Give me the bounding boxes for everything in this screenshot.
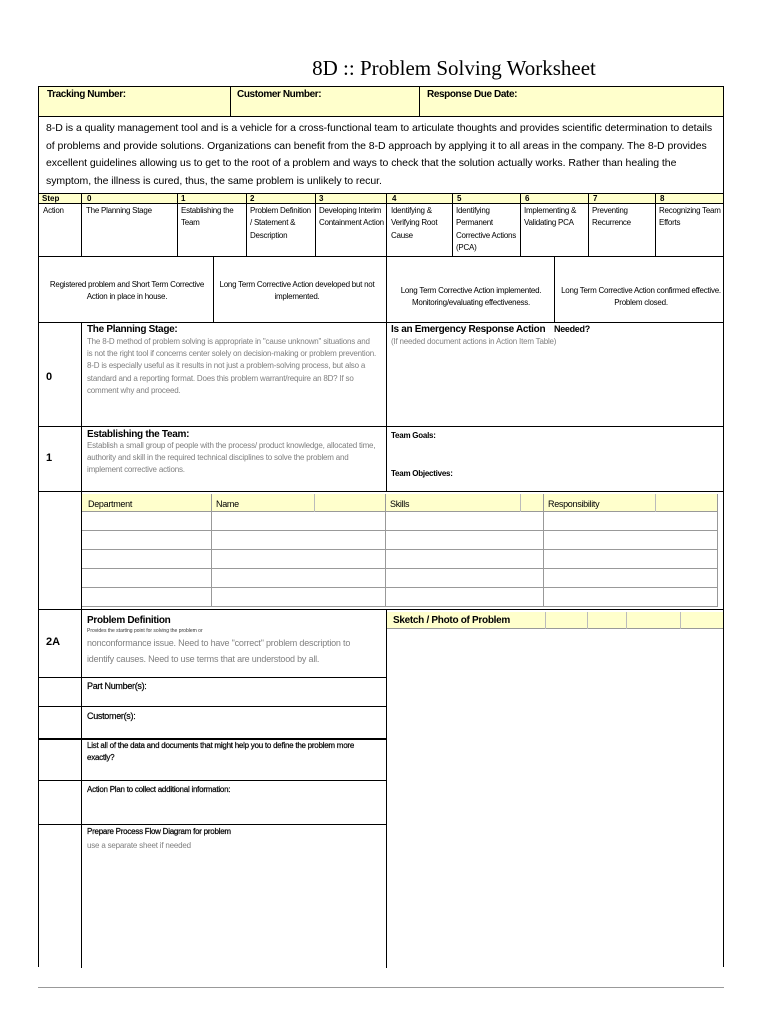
emergency-hint: (If needed document actions in Action Item Table) [391,337,557,346]
definition-description: nonconformance issue. Need to have "correct" problem description to identify causes. Need to use terms that are understood by all. [87,638,351,664]
team-table [38,492,724,609]
team-section [38,427,724,492]
department-header: Department [88,499,133,509]
definition-section [38,609,724,967]
process-flow-label: Prepare Process Flow Diagram for problem [87,827,231,836]
needed-label: Needed? [554,324,590,334]
table-row[interactable] [82,588,717,607]
action-row [38,204,724,257]
action-cell: Identifying Permanent Corrective Actions (PCA) [456,206,516,253]
action-cell: Preventing Recurrence [592,206,631,228]
status-row [38,257,724,323]
team-table-body [82,512,717,609]
sketch-area[interactable] [387,612,723,968]
step-number: 3 [319,194,324,203]
step-number: 6 [525,194,530,203]
action-cell: Developing Interim Containment Action [319,206,384,228]
tracking-number-label: Tracking Number: [47,89,126,100]
status-cell: Long Term Corrective Action developed but not implemented. [219,280,375,302]
step-number: 2 [250,194,255,203]
planning-section [38,323,724,427]
step-number: 5 [457,194,462,203]
skills-header: Skills [390,499,410,509]
customer-number-label: Customer Number: [237,89,322,100]
action-cell: Establishing the Team [181,206,234,228]
emergency-response-label: Is an Emergency Response Action [391,324,546,335]
status-cell: Long Term Corrective Action confirmed effective. Problem closed. [561,286,721,308]
action-label: Action [43,206,64,215]
step-number: 8 [660,194,665,203]
name-header: Name [216,499,239,509]
part-number-label: Part Number(s): [87,681,147,691]
action-plan-label: Action Plan to collect additional information: [87,785,231,794]
planning-title: The Planning Stage: [87,324,178,335]
responsibility-header: Responsibility [548,499,600,509]
intro-paragraph: 8-D is a quality management tool and is a vehicle for a cross-functional team to articulate thoughts and provides scientific determination to details of problems and provide solutions. Organizations can benefit from the 8-D approach by applying it to all areas in the company. The 8-D provides excellent guidelines allowing us to get to the root of a problem and ways to check that the solution actually works. Rather than healing the symptom, the illness is cured, thus, the same problem is unlikely to recur. [38,117,724,193]
team-description: Establish a small group of people with the process/ product knowledge, allocated time, authority and skill in the required technical disciplines to solve the problem and implement corrective actions. [87,441,376,474]
table-row[interactable] [82,531,717,550]
step-number: 0 [87,194,92,203]
header-row [38,86,724,117]
table-row[interactable] [82,569,717,588]
team-title: Establishing the Team: [87,429,190,440]
bottom-rule [38,987,724,988]
planning-step-number: 0 [46,371,53,383]
customers-label: Customer(s): [87,711,136,721]
step-label: Step [42,194,60,203]
team-step-number: 1 [46,452,53,464]
status-cell: Registered problem and Short Term Corrective Action in place in house. [49,280,205,302]
team-table-header [82,494,717,512]
page-title: 8D :: Problem Solving Worksheet [312,56,596,80]
step-row [38,193,724,204]
action-cell: Implementing & Validating PCA [524,206,577,228]
response-due-date-label: Response Due Date: [427,89,518,100]
step-number: 4 [392,194,397,203]
definition-subtitle: Provides the starting point for solving the problem or [87,628,203,634]
definition-title: Problem Definition [87,615,171,626]
sketch-label: Sketch / Photo of Problem [393,615,510,626]
step-number: 1 [181,194,186,203]
step-number: 7 [593,194,598,203]
data-documents-label: List all of the data and documents that might help you to define the problem more exactly? [87,741,355,763]
action-cell: Identifying & Verifying Root Cause [391,206,438,240]
action-cell: The Planning Stage [86,206,152,215]
process-flow-hint: use a separate sheet if needed [87,841,191,850]
table-row[interactable] [82,550,717,569]
team-goals-label: Team Goals: [391,431,436,440]
definition-step-number: 2A [46,636,61,648]
team-objectives-label: Team Objectives: [391,469,453,478]
action-cell: Problem Definition / Statement & Description [250,206,311,240]
action-cell: Recognizing Team Efforts [659,206,721,228]
planning-description: The 8-D method of problem solving is appropriate in "cause unknown" situations and is not the right tool if concerns center solely on decision-making or problem prevention. 8-D is especially useful as it results in not just a problem-solving process, but also a standard and a reporting format. Does this problem warrant/require an 8D? If so comment why and proceed. [87,337,377,395]
table-row[interactable] [82,512,717,531]
status-cell: Long Term Corrective Action implemented. Monitoring/evaluating effectiveness. [400,286,542,308]
